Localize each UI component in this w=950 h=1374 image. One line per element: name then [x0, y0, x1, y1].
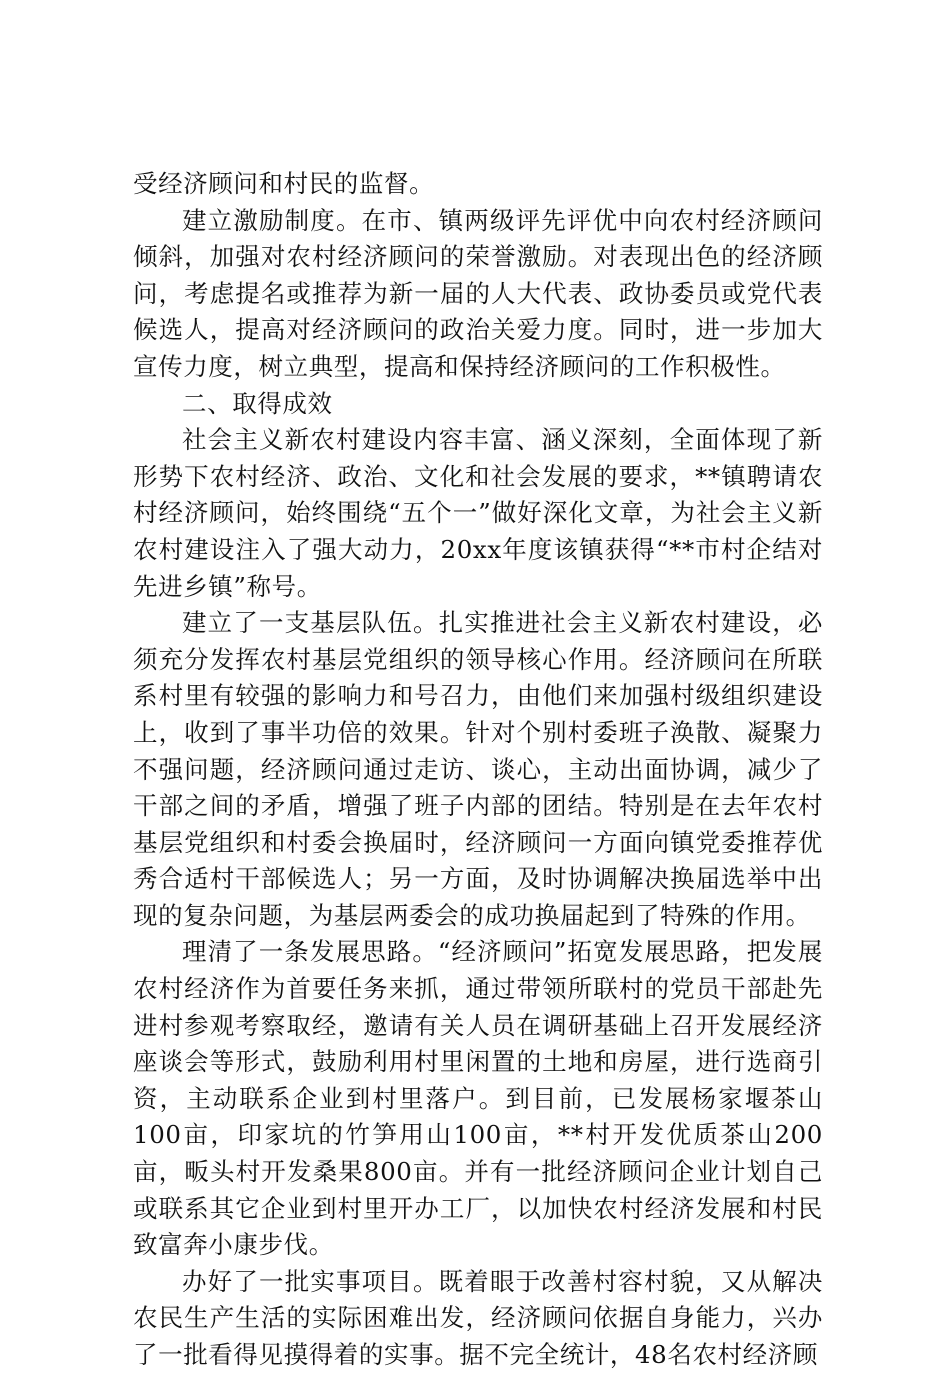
document-body: [133, 166, 823, 1374]
paragraph-development-ideas: 理清了一条发展思路。“经济顾问”拓宽发展思路，把发展农村经济作为首要任务来抓，通过带领所联村的党员干部赴先进村参观考察取经，邀请有关人员在调研基础上召开发展经济座谈会等形式，鼓励利用村里闲置的土地和房屋，进行选商引资，主动联系企业到村里落户。到目前，已发展杨家堰茶山100亩，印家坑的竹笋用山100亩，**村开发优质茶山200亩，畈头村开发桑果800亩。并有一批经济顾问企业计划自己或联系其它企业到村里开办工厂，以加快农村经济发展和村民致富奔小康步伐。: [133, 937, 823, 1260]
paragraph-incentive-system: 建立激励制度。在市、镇两级评先评优中向农村经济顾问倾斜，加强对农村经济顾问的荣誉激励。对表现出色的经济顾问，考虑提名或推荐为新一届的人大代表、政协委员或党代表候选人，提高对经济顾问的政治关爱力度。同时，进一步加大宣传力度，树立典型，提高和保持经济顾问的工作积极性。: [133, 205, 823, 381]
paragraph-practical-projects: 办好了一批实事项目。既着眼于改善村容村貌，又从解决农民生产生活的实际困难出发，经济顾问依据自身能力，兴办了一批看得见摸得着的实事。据不完全统计，48名农村经济顾: [133, 1266, 823, 1369]
paragraph-grassroots-team: 建立了一支基层队伍。扎实推进社会主义新农村建设，必须充分发挥农村基层党组织的领导核心作用。经济顾问在所联系村里有较强的影响力和号召力，由他们来加强村级组织建设上，收到了事半功倍的效果。针对个别村委班子涣散、凝聚力不强问题，经济顾问通过走访、谈心，主动出面协调，减少了干部之间的矛盾，增强了班子内部的团结。特别是在去年农村基层党组织和村委会换届时，经济顾问一方面向镇党委推荐优秀合适村干部候选人；另一方面，及时协调解决换届选举中出现的复杂问题，为基层两委会的成功换届起到了特殊的作用。: [133, 608, 823, 930]
paragraph-achievements-intro: 社会主义新农村建设内容丰富、涵义深刻，全面体现了新形势下农村经济、政治、文化和社会发展的要求，**镇聘请农村经济顾问，始终围绕“五个一”做好深化文章，为社会主义新农村建设注入了强大动力，20xx年度该镇获得“**市村企结对先进乡镇”称号。: [133, 425, 823, 601]
section-heading-achievements: 二、取得成效: [182, 388, 333, 418]
paragraph-continuation: 受经济顾问和村民的监督。: [133, 169, 435, 198]
